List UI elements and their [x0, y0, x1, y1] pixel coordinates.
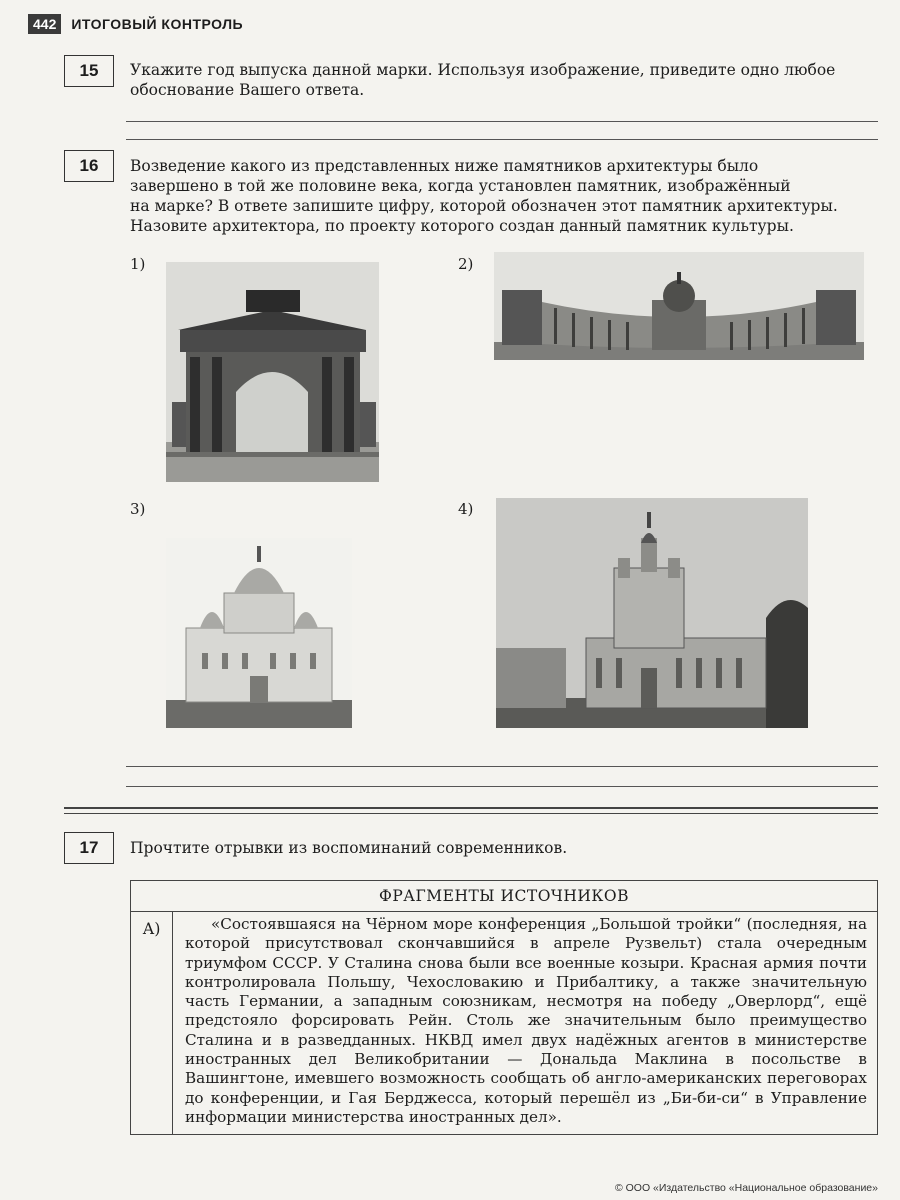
question-15-line: обоснование Вашего ответа.	[130, 81, 365, 99]
source-fragment-a	[131, 912, 877, 1135]
fragment-letter: А)	[131, 912, 173, 1135]
option-label-4: 4)	[458, 500, 474, 518]
option-label-1: 1)	[130, 255, 146, 273]
baroque-cathedral-photo	[496, 498, 808, 728]
fragment-text: «Состоявшаяся на Чёрном море конференция „Большой тройки“ (последняя, на которой присутствовал скончавшийся в апреле Рузвельт) стала очередным триумфом СССР. У Сталина снова были все военные козыри. Красная армия почти контролировала Польшу, Чехословакию и Прибалтику, а также значительную часть Германии, а западным союзникам, несмотря на победу „Оверлорд“, ещё предстояло форсировать Рейн. Столь же значительным было преимущество Сталина и в разведданных. НКВД имел двух надёжных агентов в министерстве иностранных дел Великобритании — Дональда Маклина в посольстве в Вашингтоне, имевшего возможность сообщать об англо-американских переговорах до конференции, и Гая Берджесса, который перешёл из „Би-би-си“ в Управление информации министерства иностранных дел».	[185, 915, 867, 1126]
white-cathedral-photo	[166, 538, 352, 728]
question-17-text: Прочтите отрывки из воспоминаний современников.	[130, 839, 568, 857]
question-16-line: завершено в той же половине века, когда установлен памятник, изображённый	[130, 177, 791, 195]
question-15-number: 15	[64, 55, 114, 87]
section-title: ИТОГОВЫЙ КОНТРОЛЬ	[71, 16, 244, 32]
triumphal-arch-photo	[166, 262, 379, 482]
question-16-number: 16	[64, 150, 114, 182]
answer-line[interactable]	[126, 121, 878, 122]
colonnade-cathedral-photo	[494, 252, 864, 360]
answer-line[interactable]	[126, 786, 878, 787]
answer-line[interactable]	[126, 766, 878, 767]
section-separator	[64, 807, 878, 814]
sources-table-title: ФРАГМЕНТЫ ИСТОЧНИКОВ	[131, 881, 877, 912]
sources-table	[130, 880, 878, 1135]
answer-line[interactable]	[126, 139, 878, 140]
page-number: 442	[28, 14, 61, 34]
option-label-3: 3)	[130, 500, 146, 518]
option-label-2: 2)	[458, 255, 474, 273]
question-16-line: Возведение какого из представленных ниже памятников архитектуры было	[130, 157, 759, 175]
question-15-line: Укажите год выпуска данной марки. Используя изображение, приведите одно любое	[130, 61, 836, 79]
question-16-line: Назовите архитектора, по проекту которого создан данный памятник культуры.	[130, 217, 794, 235]
question-16-text	[130, 156, 878, 236]
question-17-number: 17	[64, 832, 114, 864]
question-16-line: на марке? В ответе запишите цифру, которой обозначен этот памятник архитектуры.	[130, 197, 838, 215]
page-header	[28, 14, 243, 34]
question-15-text	[130, 60, 878, 100]
footer-copyright: © ООО «Издательство «Национальное образование»	[614, 1182, 878, 1194]
